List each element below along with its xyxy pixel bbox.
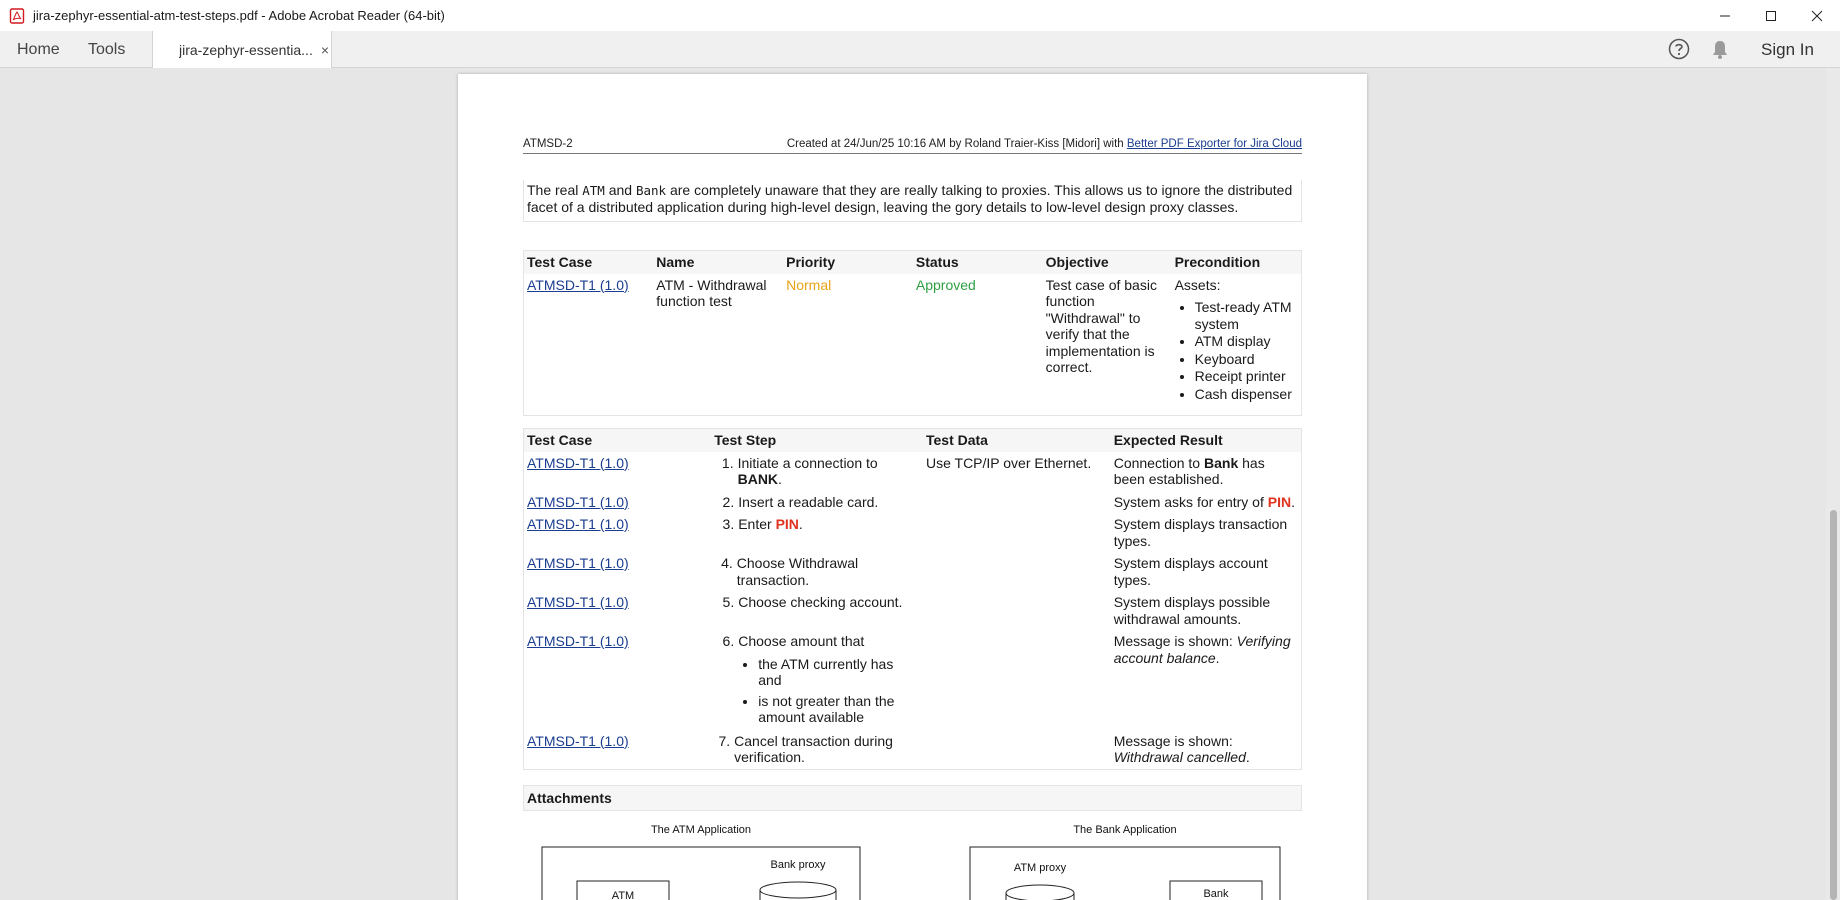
- atm-proxy-label: ATM proxy: [1013, 862, 1067, 874]
- bank-proxy-cylinder-top: [760, 882, 836, 898]
- acrobat-pdf-icon: [9, 8, 25, 24]
- vertical-scrollbar[interactable]: [1826, 68, 1840, 900]
- expected-result: Connection to Bank has been established.: [1113, 454, 1265, 487]
- test-case-link[interactable]: ATMSD-T1 (1.0): [527, 633, 629, 649]
- test-data: [923, 630, 1111, 730]
- test-data: [923, 591, 1111, 630]
- test-case-link[interactable]: ATMSD-T1 (1.0): [527, 454, 629, 471]
- bank-box: [1170, 881, 1262, 900]
- pdf-page: [458, 74, 1367, 900]
- table-row: [524, 452, 1302, 491]
- test-data: [923, 552, 1111, 591]
- diagram-left-title: The ATM Application: [650, 824, 752, 836]
- document-tab[interactable]: [152, 31, 332, 68]
- bank-box-label: Bank: [1203, 888, 1229, 900]
- test-data: [923, 491, 1111, 514]
- test-case-link[interactable]: ATMSD-T1 (1.0): [527, 594, 629, 610]
- test-case-table: [523, 250, 1302, 416]
- maximize-button[interactable]: [1748, 0, 1794, 31]
- column-header: Priority: [783, 251, 913, 274]
- issue-key: ATMSD-2: [523, 138, 573, 150]
- sub-step-list: [740, 656, 920, 726]
- desc-part: and: [604, 182, 636, 198]
- atm-box-label: ATM: [611, 890, 635, 900]
- priority-value: Normal: [786, 276, 832, 293]
- test-data: Use TCP/IP over Ethernet.: [925, 454, 1092, 471]
- table-header-row: [524, 251, 1302, 274]
- status-value: Approved: [915, 276, 976, 293]
- step-text: Choose checking account.: [738, 594, 903, 610]
- precondition-list: [1175, 299, 1298, 402]
- column-header: Expected Result: [1111, 429, 1302, 452]
- help-icon[interactable]: [1668, 38, 1690, 60]
- test-steps-table: [523, 428, 1302, 770]
- title-bar: [0, 0, 1840, 31]
- step-text: Cancel transaction during verification.: [734, 732, 893, 765]
- test-case-link[interactable]: ATMSD-T1 (1.0): [527, 493, 629, 510]
- close-window-button[interactable]: [1794, 0, 1840, 31]
- list-item: • Receipt printer: [1195, 368, 1298, 385]
- column-header: Test Step: [711, 429, 923, 452]
- table-header-row: [524, 429, 1302, 452]
- desc-part: The real: [527, 182, 583, 198]
- precondition-cell: [1172, 274, 1302, 416]
- list-item: • Keyboard: [1195, 351, 1298, 368]
- atm-application-frame: [542, 847, 860, 900]
- step-number: 5.: [722, 594, 735, 610]
- window-title: jira-zephyr-essential-atm-test-steps.pdf - Adobe Acrobat Reader (64-bit): [33, 8, 445, 23]
- page-header: [523, 138, 1302, 154]
- desc-part: are completely unaware that they are really talking to proxies. This allows us to ignore the distributed facet of a distributed application during high-level design, leaving the gory details to low-level design proxy classes.: [527, 182, 1293, 215]
- step-text: Enter PIN.: [738, 516, 803, 532]
- list-item: • Cash dispenser: [1195, 386, 1298, 403]
- bank-proxy-cylinder: [760, 890, 836, 900]
- scrollbar-thumb[interactable]: [1830, 510, 1837, 900]
- expected-result: System asks for entry of PIN.: [1113, 493, 1295, 510]
- table-row: [524, 491, 1302, 514]
- test-data: [923, 513, 1111, 552]
- bank-application-frame: [970, 847, 1280, 900]
- minimize-icon: [1719, 10, 1731, 22]
- test-case-name: ATM - Withdrawal function test: [656, 276, 767, 309]
- step-text: Initiate a connection to BANK.: [737, 454, 878, 487]
- exporter-link[interactable]: Better PDF Exporter for Jira Cloud: [1126, 138, 1302, 150]
- notifications-bell-icon[interactable]: [1710, 39, 1730, 60]
- list-item: • the ATM currently has and: [758, 656, 920, 689]
- expected-result: System displays account types.: [1113, 555, 1268, 588]
- close-icon: [1811, 10, 1823, 22]
- atm-box: [577, 881, 669, 900]
- column-header: Precondition: [1172, 251, 1302, 274]
- expected-result: System displays transaction types.: [1113, 516, 1288, 549]
- table-row: [524, 630, 1302, 730]
- maximize-icon: [1765, 10, 1777, 22]
- diagram-right-title: The Bank Application: [1073, 824, 1177, 836]
- desc-atm-code: ATM: [582, 183, 605, 198]
- test-data: [923, 730, 1111, 770]
- document-viewer[interactable]: [0, 68, 1840, 900]
- step-text: Choose amount that: [738, 633, 865, 649]
- attachments-heading: Attachments: [523, 785, 1302, 811]
- column-header: Test Data: [923, 429, 1111, 452]
- table-row: [524, 591, 1302, 630]
- tools-tab[interactable]: Tools: [88, 41, 126, 58]
- sign-in-button[interactable]: Sign In: [1761, 40, 1814, 59]
- expected-result: Message is shown: Withdrawal cancelled.: [1113, 732, 1250, 765]
- column-header: Name: [653, 251, 783, 274]
- step-number: 7.: [718, 732, 731, 749]
- precondition-title: Assets:: [1174, 276, 1221, 293]
- list-item: • ATM display: [1195, 333, 1298, 350]
- created-info-text: Created at 24/Jun/25 10:16 AM by Roland Traier-Kiss [Midori] with: [786, 138, 1127, 150]
- bank-proxy-label: Bank proxy: [770, 859, 826, 871]
- table-row: [524, 513, 1302, 552]
- column-header: Test Case: [524, 429, 712, 452]
- document-tab-label: jira-zephyr-essentia...: [179, 41, 313, 58]
- step-number: 4.: [721, 555, 733, 571]
- column-header: Status: [913, 251, 1043, 274]
- atm-proxy-cylinder: [1006, 893, 1074, 900]
- created-info: [787, 138, 1302, 150]
- objective-text: Test case of basic function "Withdrawal" to verify that the implementation is correct.: [1045, 276, 1157, 375]
- table-row: [524, 552, 1302, 591]
- step-text: Insert a readable card.: [738, 493, 879, 510]
- column-header: Objective: [1043, 251, 1172, 274]
- step-number: 1.: [721, 454, 734, 471]
- test-case-link[interactable]: ATMSD-T1 (1.0): [527, 276, 629, 293]
- atm-proxy-cylinder-top: [1006, 885, 1074, 900]
- step-number: 2.: [722, 493, 735, 510]
- test-case-link[interactable]: ATMSD-T1 (1.0): [527, 516, 629, 532]
- column-header: Test Case: [524, 251, 654, 274]
- home-tab[interactable]: Home: [17, 41, 60, 58]
- tab-close-button[interactable]: ×: [320, 41, 330, 58]
- table-row: [524, 730, 1302, 770]
- step-number: 3.: [722, 516, 735, 532]
- test-case-link[interactable]: ATMSD-T1 (1.0): [527, 732, 629, 749]
- step-number: 6.: [722, 633, 735, 649]
- table-row: [524, 274, 1302, 416]
- minimize-button[interactable]: [1702, 0, 1748, 31]
- step-text: Choose Withdrawal transaction.: [736, 555, 859, 588]
- desc-bank-code: Bank: [635, 183, 667, 198]
- expected-result: System displays possible withdrawal amounts.: [1113, 594, 1271, 627]
- list-item: • is not greater than the amount available: [758, 693, 920, 726]
- list-item: • Test-ready ATM system: [1195, 299, 1298, 332]
- description-text: [523, 180, 1302, 222]
- tab-bar: [0, 31, 1840, 68]
- expected-result: Message is shown: Verifying account balance.: [1113, 633, 1291, 666]
- test-case-link[interactable]: ATMSD-T1 (1.0): [527, 555, 629, 571]
